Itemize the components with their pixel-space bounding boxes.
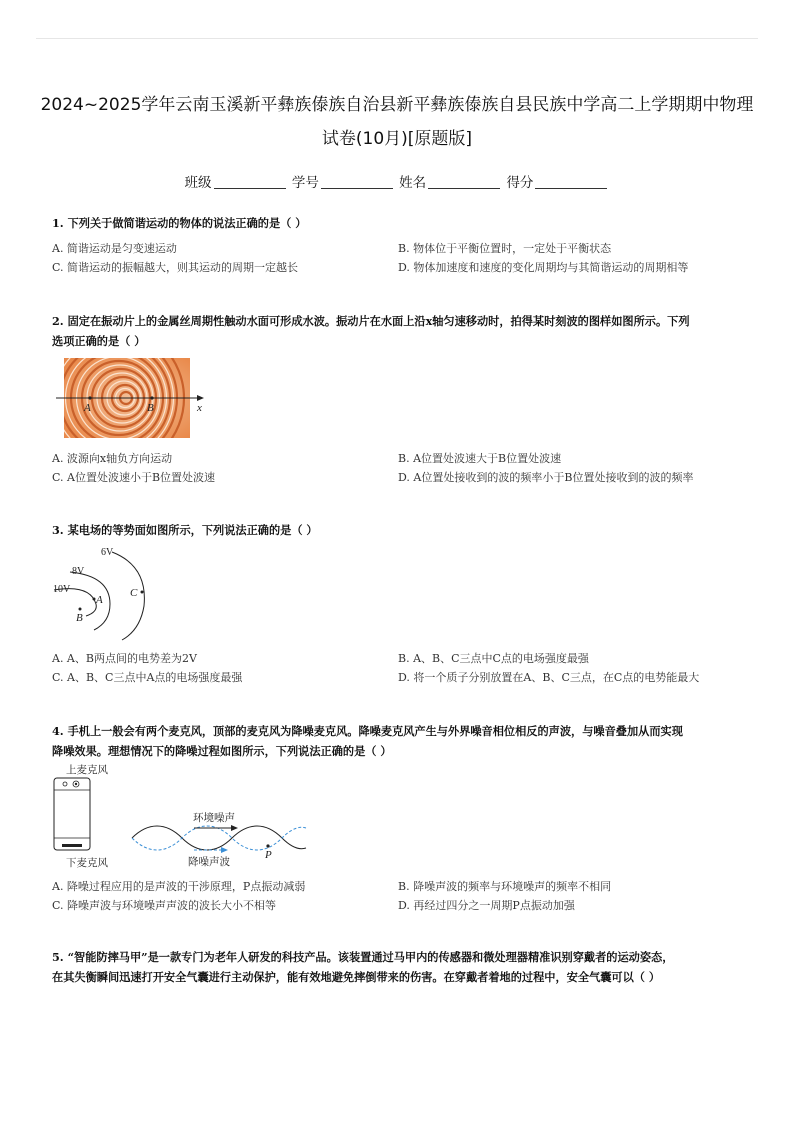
student-info-line [0,171,794,191]
q2-stem-line-2: 选项正确的是（ ） [52,334,146,348]
q4-option-a[interactable]: A. 降噪过程应用的是声波的干涉原理，P点振动减弱 [52,880,306,893]
q2-option-b[interactable]: B. A位置处波速大于B位置处波速 [398,452,562,465]
water-wave-figure [54,356,214,440]
question-3-stem: 3. 某电场的等势面如图所示，下列说法正确的是（ ） [52,523,318,537]
q2-stem-line-1: 2. 固定在振动片上的金属丝周期性触动水面可形成水波。振动片在水面上沿x轴匀速移动时，拍得某时刻波的图样如图所示。下列 [52,314,690,328]
q2-option-d[interactable]: D. A位置处接收到的波的频率小于B位置处接收到的波的频率 [398,471,694,484]
anti-noise-label: 降噪声波 [188,856,230,868]
label-x: x [197,402,202,414]
label-6v: 6V [101,547,114,558]
q5-stem-line-1: 5. “智能防摔马甲”是一款专门为老年人研发的科技产品。该装置通过马甲内的传感器和微处理器精准识别穿戴者的运动姿态， [52,950,674,964]
label-a: A [84,402,91,414]
label-p: P [265,849,272,861]
bottom-mic-label: 下麦克风 [66,857,108,869]
label-a: A [96,594,103,606]
question-5-stem [52,947,752,987]
q4-stem-line-1: 4. 手机上一般会有两个麦克风，顶部的麦克风为降噪麦克风。降噪麦克风产生与外界噪音相位相反的声波，与噪音叠加从而实现 [52,724,683,738]
score-blank[interactable] [535,174,607,189]
number-blank[interactable] [321,174,393,189]
title-line-1: 2024~2025学年云南玉溪新平彝族傣族自治县新平彝族傣族自县民族中学高二上学期期中物理 [40,95,754,115]
question-2-stem [52,311,752,351]
q3-option-c[interactable]: C. A、B、C三点中A点的电场强度最强 [52,671,243,684]
q2-option-c[interactable]: C. A位置处波速小于B位置处波速 [52,471,216,484]
question-1-stem: 1. 下列关于做简谐运动的物体的说法正确的是（ ） [52,216,307,230]
label-8v: 8V [72,566,85,577]
q4-stem-line-2: 降噪效果。理想情况下的降噪过程如图所示，下列说法正确的是（ ） [52,744,392,758]
q4-option-c[interactable]: C. 降噪声波与环境噪声声波的波长大小不相等 [52,899,277,912]
ambient-noise-label: 环境噪声 [193,812,235,824]
number-label: 学号 [291,175,319,191]
q3-option-a[interactable]: A. A、B两点间的电势差为2V [52,652,197,665]
page-title [20,88,774,156]
label-c: C [130,587,138,599]
class-blank[interactable] [214,174,286,189]
q3-option-d[interactable]: D. 将一个质子分别放置在A、B、C三点，在C点的电势能最大 [398,671,700,684]
q4-option-d[interactable]: D. 再经过四分之一周期P点振动加强 [398,899,575,912]
header-divider [36,38,758,39]
noise-cancel-figure [52,762,314,872]
question-4-stem [52,721,752,761]
q2-option-a[interactable]: A. 波源向x轴负方向运动 [52,452,173,465]
q3-option-b[interactable]: B. A、B、C三点中C点的电场强度最强 [398,652,589,665]
label-b: B [76,612,83,624]
score-label: 得分 [506,175,534,191]
q4-option-b[interactable]: B. 降噪声波的频率与环境噪声的频率不相同 [398,880,612,893]
q1-option-a[interactable]: A. 简谐运动是匀变速运动 [52,242,177,255]
name-label: 姓名 [399,175,427,191]
label-b: B [147,402,154,414]
q1-option-c[interactable]: C. 简谐运动的振幅越大，则其运动的周期一定越长 [52,261,299,274]
name-blank[interactable] [428,174,500,189]
equipotential-figure [52,544,162,644]
q1-option-b[interactable]: B. 物体位于平衡位置时，一定处于平衡状态 [398,242,612,255]
top-mic-label: 上麦克风 [66,764,108,776]
label-10v: 10V [53,584,71,595]
class-label: 班级 [184,175,212,191]
q1-option-d[interactable]: D. 物体加速度和速度的变化周期均与其简谐运动的周期相等 [398,261,689,274]
title-line-2: 试卷(10月)[原题版] [321,129,473,149]
q5-stem-line-2: 在其失衡瞬间迅速打开安全气囊进行主动保护，能有效地避免摔倒带来的伤害。在穿戴者着地的过程中，安全气囊可以（ ） [52,970,661,984]
